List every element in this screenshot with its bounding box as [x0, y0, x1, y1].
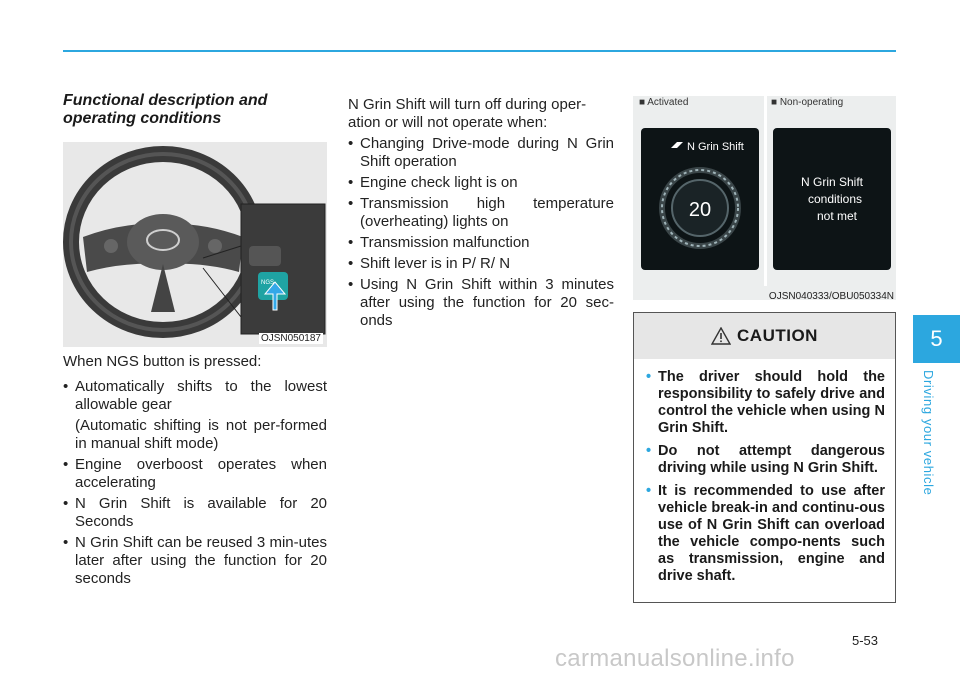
middle-intro: N Grin Shift will turn off during oper-ation or will not operate when: [348, 96, 587, 131]
list-item: • Transmission high temperature (overheating) lights on [348, 195, 614, 231]
list-item: • Engine overboost operates when accelerating [63, 456, 327, 492]
left-intro: When NGS button is pressed: [63, 353, 262, 370]
manual-mode-note: (Automatic shifting is not per-formed in manual shift mode) [75, 417, 327, 452]
list-item: • Engine check light is on [348, 174, 614, 192]
list-item: • Using N Grin Shift within 3 minutes after using the function for 20 sec-onds [348, 276, 614, 330]
n-logo-icon [671, 142, 683, 148]
page-number: 5-53 [852, 633, 879, 648]
chapter-tab-title: Driving your vehicle [921, 370, 936, 496]
ngs-button-label: NGS [261, 280, 275, 286]
list-item: • Changing Drive-mode during N Grin Shift operation [348, 135, 614, 171]
list-item: • N Grin Shift can be reused 3 min-utes later after using the function for 20 seconds [63, 534, 327, 588]
list-item: • N Grin Shift is available for 20 Seconds [63, 495, 327, 531]
list-item: • Automatically shifts to the lowest allowable gear [63, 378, 327, 414]
watermark: carmanualsonline.info [555, 645, 795, 672]
caution-title: CAUTION [737, 326, 818, 345]
screen2-line3: not met [816, 209, 858, 223]
left-column [63, 92, 327, 128]
activated-label: ■ Activated [639, 97, 689, 108]
figure-divider [764, 96, 767, 286]
caution-list [634, 359, 895, 585]
list-item: • Shift lever is in P/ R/ N [348, 255, 614, 273]
cluster-code: OJSN040333/OBU050334N [768, 291, 894, 302]
top-rule [63, 50, 896, 52]
warning-triangle-icon [711, 327, 731, 345]
middle-column [348, 96, 614, 330]
photo-code: OJSN050187 [260, 333, 321, 344]
screen1-title: N Grin Shift [687, 141, 744, 153]
non-operating-screen [773, 128, 891, 270]
screen2-line1: N Grin Shift [800, 175, 864, 189]
steering-wheel-photo [63, 142, 327, 347]
caution-box [633, 312, 896, 603]
list-item: • Transmission malfunction [348, 234, 614, 252]
left-bullet-list [63, 375, 327, 588]
list-item: • Do not attempt dangerous driving while using N Grin Shift. [646, 443, 885, 477]
countdown-value: 20 [688, 199, 712, 221]
list-item: • The driver should hold the responsibility to safely drive and control the vehicle when using N Grin Shift. [646, 369, 885, 437]
activated-screen [641, 128, 759, 270]
screen2-line2: conditions [807, 192, 863, 206]
section-title: Functional description and operating conditions [63, 92, 268, 127]
chapter-tab-title-wrap [921, 370, 941, 510]
non-operating-label: ■ Non-operating [771, 97, 844, 108]
list-item: • It is recommended to use after vehicle break-in and continu-ous use of N Grin Shift can overload the vehicle compo-nents such as transmission, engine and drive shaft. [646, 483, 885, 585]
caution-header [634, 313, 895, 359]
cluster-display-figure [633, 96, 896, 300]
chapter-tab-number: 5 [913, 315, 960, 363]
